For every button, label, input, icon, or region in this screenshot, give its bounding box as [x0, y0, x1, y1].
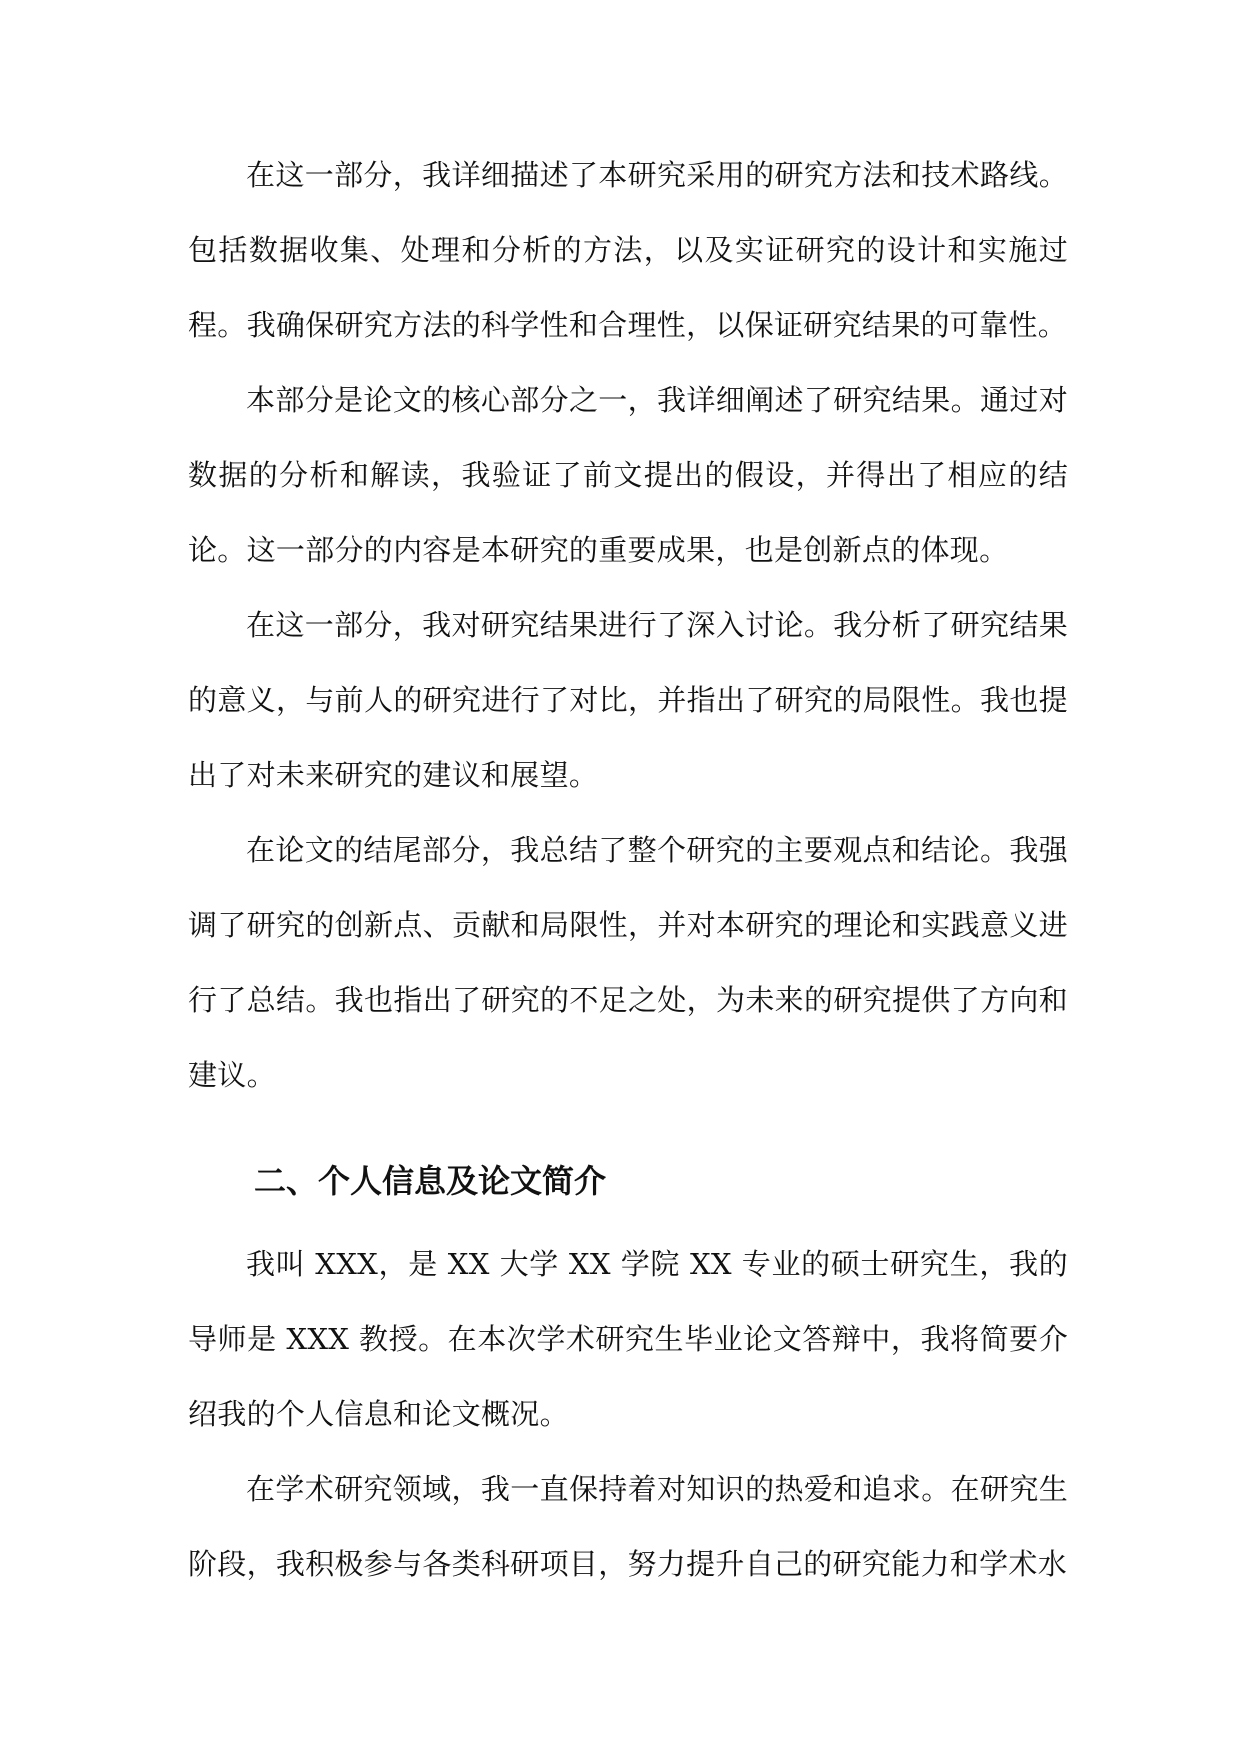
paragraph-discussion: 在这一部分，我对研究结果进行了深入讨论。我分析了研究结果的意义，与前人的研究进行了对比，并指出了研究的局限性。我也提出了对未来研究的建议和展望。: [188, 608, 1068, 792]
paragraph-personal-info: 我叫 XXX，是 XX 大学 XX 学院 XX 专业的硕士研究生，我的导师是 XXX 教授。在本次学术研究生毕业论文答辩中，我将简要介绍我的个人信息和论文概况。: [188, 1247, 1068, 1431]
document-body: [188, 138, 1068, 1602]
paragraph-results: 本部分是论文的核心部分之一，我详细阐述了研究结果。通过对数据的分析和解读，我验证了前文提出的假设，并得出了相应的结论。这一部分的内容是本研究的重要成果，也是创新点的体现。: [188, 383, 1068, 567]
paragraph-methods: 在这一部分，我详细描述了本研究采用的研究方法和技术路线。包括数据收集、处理和分析的方法，以及实证研究的设计和实施过程。我确保研究方法的科学性和合理性，以保证研究结果的可靠性。: [188, 158, 1068, 342]
paragraph-research-background: 在学术研究领域，我一直保持着对知识的热爱和追求。在研究生阶段，我积极参与各类科研项目，努力提升自己的研究能力和学术水: [188, 1472, 1068, 1581]
paragraph-conclusion: 在论文的结尾部分，我总结了整个研究的主要观点和结论。我强调了研究的创新点、贡献和局限性，并对本研究的理论和实践意义进行了总结。我也指出了研究的不足之处，为未来的研究提供了方向和建议。: [188, 833, 1068, 1092]
section-heading: 二、个人信息及论文简介: [254, 1162, 607, 1200]
